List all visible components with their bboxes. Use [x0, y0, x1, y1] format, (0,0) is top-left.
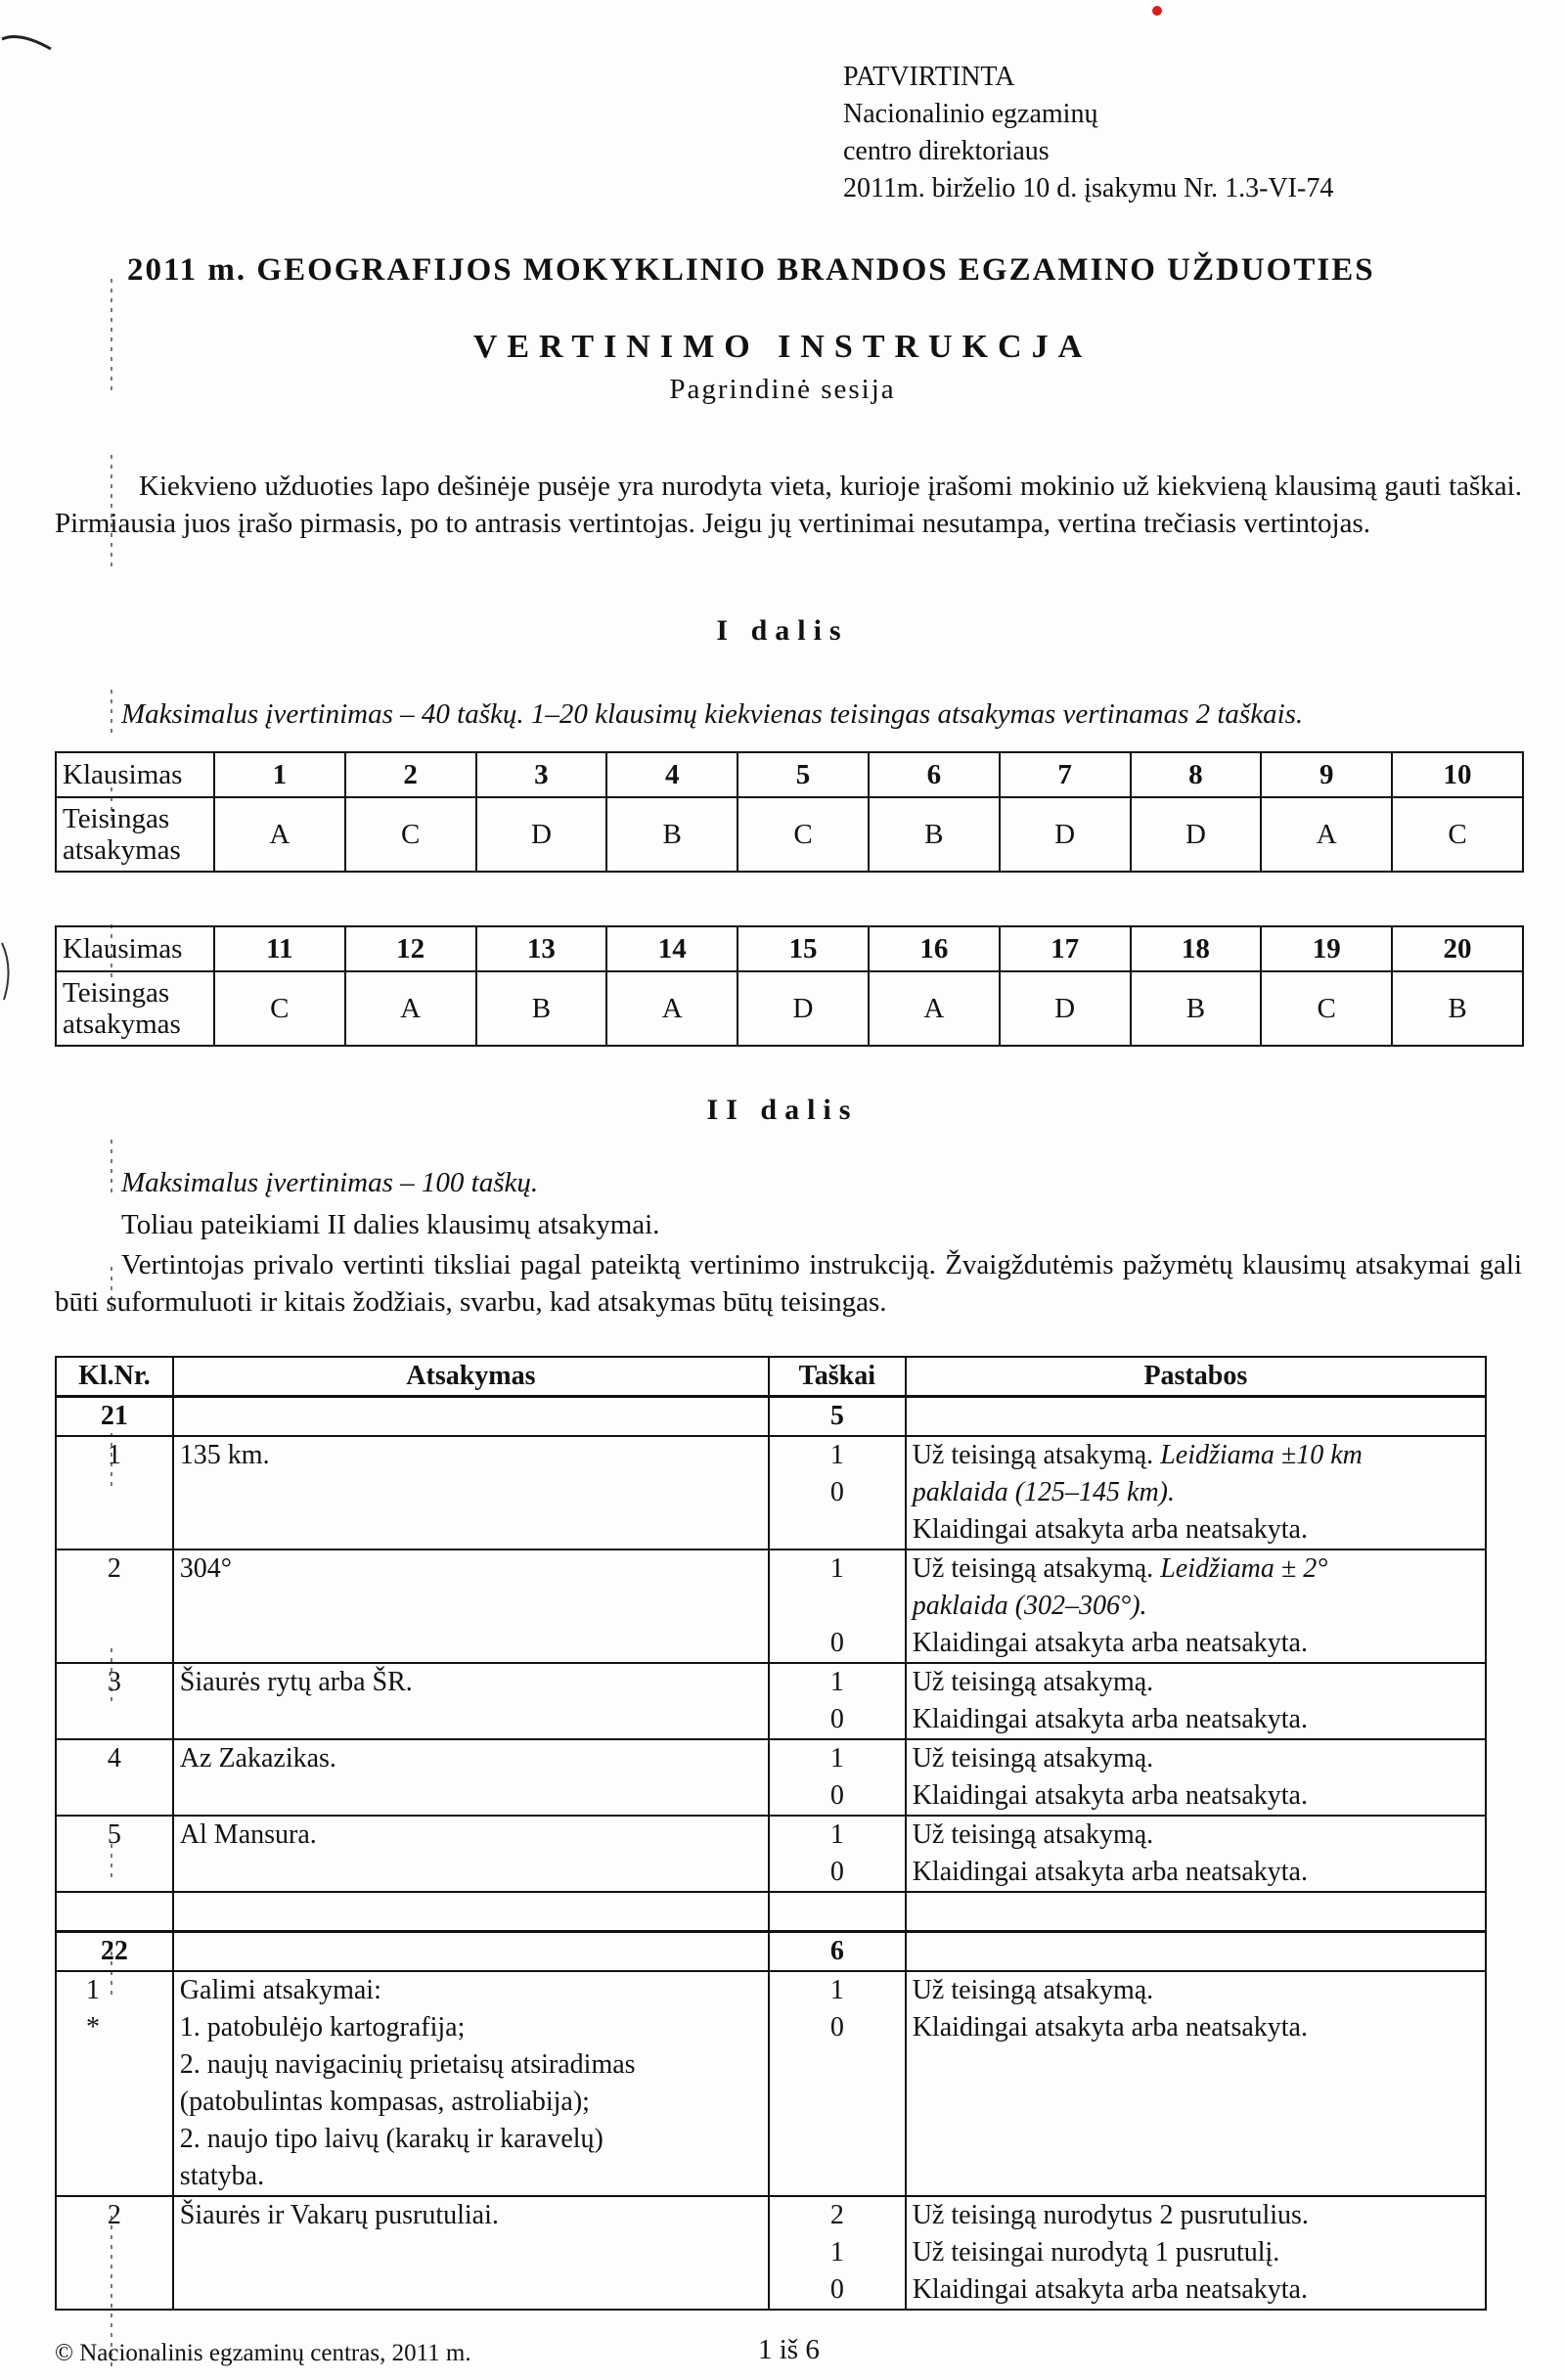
question-number: 12 [345, 926, 476, 971]
part1-max-note: Maksimalus įvertinimas – 40 taškų. 1–20 klausimų kiekvienas teisingas atsakymas vertinamas 2 taškais. [121, 698, 1304, 730]
points-value: 2 [829, 2200, 844, 2230]
notes-cell [906, 1549, 1486, 1663]
approval-line: 2011m. birželio 10 d. įsakymu Nr. 1.3-VI-74 [843, 173, 1334, 203]
row-label: Klausimas [56, 752, 214, 797]
points-value: 0 [829, 1628, 844, 1658]
notes-cell [906, 2196, 1486, 2310]
answer-row [56, 797, 1523, 872]
points-value: 1 [829, 1553, 844, 1584]
item-number-cell [56, 1971, 173, 2196]
note-text: Už teisingą atsakymą. [912, 1667, 1154, 1697]
footer-page-number: 1 iš 6 [758, 2334, 820, 2365]
answer-line: 2. naujo tipo laivų (karakų ir karavelų) [179, 2124, 604, 2154]
item-number: 4 [56, 1739, 173, 1816]
answer-text: Al Mansura. [173, 1816, 769, 1892]
notes-cell [906, 1971, 1486, 2196]
note-text: Klaidingai atsakyta arba neatsakyta. [912, 2274, 1308, 2305]
note-text: Klaidingai atsakyta arba neatsakyta. [912, 1628, 1308, 1658]
part2-max-note: Maksimalus įvertinimas – 100 taškų. [121, 1167, 539, 1198]
item-number: 2 [56, 1549, 173, 1663]
question-number: 3 [476, 752, 607, 797]
note-tolerance-range: paklaida (125–145 km). [912, 1477, 1175, 1507]
row-label: Teisingas atsakymas [56, 797, 214, 872]
note-text: Klaidingai atsakyta arba neatsakyta. [912, 1514, 1308, 1545]
notes-cell [906, 1436, 1486, 1549]
answer-row [56, 971, 1523, 1046]
answer-letter: D [1131, 797, 1262, 872]
answer-line: 1. patobulėjo kartografija; [179, 2012, 466, 2043]
points-value: 1 [829, 1819, 844, 1850]
question-number: 13 [476, 926, 607, 971]
points-cell [769, 1549, 906, 1663]
col-header-answer: Atsakymas [173, 1357, 769, 1397]
answer-table-1 [55, 751, 1524, 873]
approval-line: centro direktoriaus [843, 136, 1050, 166]
question-total-points: 5 [769, 1397, 906, 1437]
answer-text: Šiaurės ir Vakarų pusrutuliai. [173, 2196, 769, 2310]
note-text: Už teisingą atsakymą. [912, 1819, 1154, 1850]
instruction-title: VERTINIMO INSTRUKCJA [472, 329, 1093, 365]
points-value: 0 [829, 1477, 844, 1507]
approval-line: Nacionalinio egzaminų [843, 99, 1098, 129]
answer-letter: C [214, 971, 345, 1046]
table-row [56, 2196, 1486, 2310]
item-number: 2 [56, 2196, 173, 2310]
intro-paragraph: Kiekvieno užduoties lapo dešinėje pusėje yra nurodyta vieta, kurioje įrašomi mokinio už kiekvieną klausimą gauti taškai. Pirmiausia juos įrašo pirmasis, po to antrasis vertintojas. Jeigu jų vertinimai nesutampa, vertina trečiasis vertintojas. [55, 471, 1522, 539]
points-value: 1 [829, 1440, 844, 1470]
question-number: 19 [1261, 926, 1392, 971]
question-number: 18 [1131, 926, 1262, 971]
approval-stamp-text [843, 59, 1333, 207]
red-ink-dot [1150, 4, 1164, 18]
points-value: 0 [829, 1857, 844, 1887]
points-value: 0 [829, 2012, 844, 2043]
answer-letter: C [345, 797, 476, 872]
part2-heading: II dalis [706, 1094, 859, 1126]
question-number: 15 [738, 926, 869, 971]
points-value: 1 [829, 1975, 844, 2005]
answer-line: (patobulintas kompasas, astroliabija); [179, 2087, 590, 2117]
note-text: Klaidingai atsakyta arba neatsakyta. [912, 2012, 1308, 2043]
exam-title: 2011 m. GEOGRAFIJOS MOKYKLINIO BRANDOS EGZAMINO UŽDUOTIES [127, 252, 1375, 288]
points-cell [769, 2196, 906, 2310]
item-number: 1 [86, 1975, 100, 2005]
question-total-points: 6 [769, 1932, 906, 1972]
question-number: 20 [1392, 926, 1523, 971]
session-subtitle: Pagrindinė sesija [669, 374, 896, 405]
points-cell [769, 1436, 906, 1549]
answer-table-2 [55, 925, 1524, 1047]
points-cell [769, 1816, 906, 1892]
question-number: 22 [56, 1932, 173, 1972]
notes-cell [906, 1739, 1486, 1816]
question-number: 16 [869, 926, 1000, 971]
note-text: Už teisingą atsakymą. [912, 1743, 1154, 1774]
note-text: Už teisingą nurodytus 2 pusrutulius. [912, 2200, 1309, 2230]
note-tolerance: Leidžiama ± 2° [1160, 1553, 1328, 1584]
points-value: 1 [829, 1667, 844, 1697]
answer-text: Šiaurės rytų arba ŠR. [173, 1663, 769, 1739]
note-tolerance-range: paklaida (302–306°). [912, 1591, 1147, 1621]
question-number: 5 [738, 752, 869, 797]
answer-text: Az Zakazikas. [173, 1739, 769, 1816]
bracket-mark [0, 939, 20, 1008]
question-number: 1 [214, 752, 345, 797]
scoring-table [55, 1356, 1487, 2311]
item-number: 3 [56, 1663, 173, 1739]
star-marker: * [86, 2012, 100, 2043]
points-value: 1 [829, 1743, 844, 1774]
answer-letter: B [869, 797, 1000, 872]
row-label: Klausimas [56, 926, 214, 971]
answer-letter: D [476, 797, 607, 872]
answer-letter: D [738, 971, 869, 1046]
answer-line: 2. naujų navigacinių prietaisų atsiradimas [179, 2049, 636, 2080]
note-text: Už teisingą atsakymą. [912, 1440, 1161, 1470]
answer-letter: A [214, 797, 345, 872]
question-number: 11 [214, 926, 345, 971]
answer-letter: A [345, 971, 476, 1046]
answer-letter: A [869, 971, 1000, 1046]
answer-letter: C [1392, 797, 1523, 872]
answer-line: Galimi atsakymai: [179, 1975, 381, 2005]
question-row [56, 752, 1523, 797]
points-value: 0 [829, 1704, 844, 1734]
note-text: Už teisingą atsakymą. [912, 1553, 1161, 1584]
scan-edge-mark [0, 20, 59, 59]
answer-letter: D [1000, 971, 1131, 1046]
table-row [56, 1971, 1486, 2196]
question-number: 7 [1000, 752, 1131, 797]
notes-cell [906, 1816, 1486, 1892]
table-row [56, 1663, 1486, 1739]
answer-letter: B [606, 797, 738, 872]
table-row [56, 1549, 1486, 1663]
answer-letter: A [1261, 797, 1392, 872]
table-row [56, 1436, 1486, 1549]
question-number: 2 [345, 752, 476, 797]
points-cell [769, 1663, 906, 1739]
table-row [56, 1816, 1486, 1892]
answer-letter: A [606, 971, 738, 1046]
part2-instruction-paragraph: Vertintojas privalo vertinti tiksliai pagal pateiktą vertinimo instrukciją. Žvaigždutėmis pažymėtų klausimų atsakymai gali būti suformuluoti ir kitais žodžiais, svarbu, kad atsakymas būtų teisingas. [55, 1249, 1522, 1318]
points-cell [769, 1739, 906, 1816]
question-number: 14 [606, 926, 738, 971]
note-text: Klaidingai atsakyta arba neatsakyta. [912, 1780, 1308, 1811]
answer-letter: C [738, 797, 869, 872]
col-header-nr: Kl.Nr. [56, 1357, 173, 1397]
answer-cell [173, 1971, 769, 2196]
item-number: 5 [56, 1816, 173, 1892]
answer-text: 135 km. [173, 1436, 769, 1549]
note-text: Klaidingai atsakyta arba neatsakyta. [912, 1857, 1308, 1887]
question-number: 4 [606, 752, 738, 797]
col-header-notes: Pastabos [906, 1357, 1486, 1397]
note-text: Už teisingą atsakymą. [912, 1975, 1154, 2005]
question-22-header [56, 1932, 1486, 1972]
answer-line: statyba. [179, 2161, 265, 2191]
question-21-header [56, 1397, 1486, 1437]
footer-copyright: © Nacionalinis egzaminų centras, 2011 m. [55, 2340, 471, 2366]
item-number: 1 [56, 1436, 173, 1549]
answer-letter: B [1392, 971, 1523, 1046]
question-number: 9 [1261, 752, 1392, 797]
col-header-points: Taškai [769, 1357, 906, 1397]
note-text: Už teisingai nurodytą 1 pusrutulį. [912, 2237, 1280, 2268]
note-tolerance: Leidžiama ±10 km [1160, 1440, 1363, 1470]
scoring-table-header [56, 1357, 1486, 1397]
notes-cell [906, 1663, 1486, 1739]
answer-letter: B [1131, 971, 1262, 1046]
points-value: 0 [829, 1780, 844, 1811]
part1-heading: I dalis [716, 614, 849, 647]
points-cell [769, 1971, 906, 2196]
question-number: 6 [869, 752, 1000, 797]
answer-letter: B [476, 971, 607, 1046]
question-number: 8 [1131, 752, 1262, 797]
table-row [56, 1739, 1486, 1816]
row-label: Teisingas atsakymas [56, 971, 214, 1046]
blank-row [56, 1892, 1486, 1932]
points-value: 1 [829, 2237, 844, 2268]
question-number: 21 [56, 1397, 173, 1437]
question-row [56, 926, 1523, 971]
question-number: 17 [1000, 926, 1131, 971]
approval-line: PATVIRTINTA [843, 62, 1015, 92]
answer-letter: D [1000, 797, 1131, 872]
answer-text: 304° [173, 1549, 769, 1663]
question-number: 10 [1392, 752, 1523, 797]
note-text: Klaidingai atsakyta arba neatsakyta. [912, 1704, 1308, 1734]
points-value: 0 [829, 2274, 844, 2305]
answer-letter: C [1261, 971, 1392, 1046]
part2-intro-line: Toliau pateikiami II dalies klausimų atsakymai. [121, 1209, 660, 1240]
